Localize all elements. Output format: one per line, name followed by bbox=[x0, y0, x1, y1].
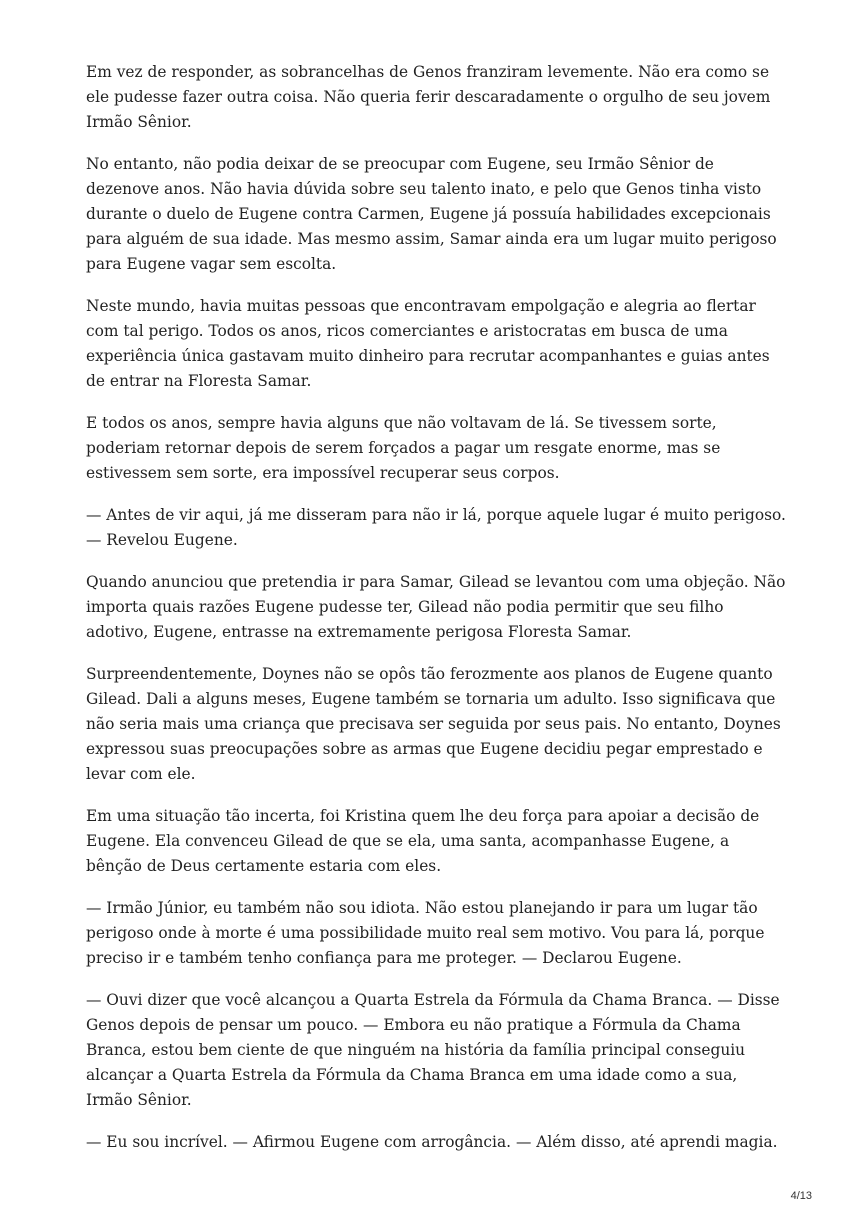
paragraph-5: — Antes de vir aqui, já me disseram para não ir lá, porque aquele lugar é muito perigoso. — Revelou Eugene. bbox=[86, 506, 786, 549]
paragraph-7: Surpreendentemente, Doynes não se opôs tão ferozmente aos planos de Eugene quanto Gilead. Dali a alguns meses, Eugene também se tornaria um adulto. Isso significava que não seria mais uma criança que precisava ser seguida por seus pais. No entanto, Doynes expressou suas preocupações sobre as armas que Eugene decidiu pegar emprestado e levar com ele. bbox=[86, 665, 781, 783]
document-body bbox=[86, 60, 786, 1172]
paragraph-11: — Eu sou incrível. — Afirmou Eugene com arrogância. — Além disso, até aprendi magia. bbox=[86, 1133, 778, 1151]
paragraph-2: No entanto, não podia deixar de se preocupar com Eugene, seu Irmão Sênior de dezenove anos. Não havia dúvida sobre seu talento inato, e pelo que Genos tinha visto durante o duelo de Eugene contra Carmen, Eugene já possuía habilidades excepcionais para alguém de sua idade. Mas mesmo assim, Samar ainda era um lugar muito perigoso para Eugene vagar sem escolta. bbox=[86, 155, 777, 273]
paragraph-3: Neste mundo, havia muitas pessoas que encontravam empolgação e alegria ao flertar com tal perigo. Todos os anos, ricos comerciantes e aristocratas em busca de uma experiência única gastavam muito dinheiro para recrutar acompanhantes e guias antes de entrar na Floresta Samar. bbox=[86, 297, 770, 390]
paragraph-9: — Irmão Júnior, eu também não sou idiota. Não estou planejando ir para um lugar tão perigoso onde à morte é uma possibilidade muito real sem motivo. Vou para lá, porque preciso ir e também tenho confiança para me proteger. — Declarou Eugene. bbox=[86, 899, 765, 967]
page-number: 4/13 bbox=[790, 1190, 812, 1202]
paragraph-6: Quando anunciou que pretendia ir para Samar, Gilead se levantou com uma objeção. Não importa quais razões Eugene pudesse ter, Gilead não podia permitir que seu filho adotivo, Eugene, entrasse na extremamente perigosa Floresta Samar. bbox=[86, 573, 786, 641]
paragraph-4: E todos os anos, sempre havia alguns que não voltavam de lá. Se tivessem sorte, poderiam retornar depois de serem forçados a pagar um resgate enorme, mas se estivessem sem sorte, era impossível recuperar seus corpos. bbox=[86, 414, 721, 482]
paragraph-1: Em vez de responder, as sobrancelhas de Genos franziram levemente. Não era como se ele pudesse fazer outra coisa. Não queria ferir descaradamente o orgulho de seu jovem Irmão Sênior. bbox=[86, 63, 771, 131]
paragraph-10: — Ouvi dizer que você alcançou a Quarta Estrela da Fórmula da Chama Branca. — Disse Genos depois de pensar um pouco. — Embora eu não pratique a Fórmula da Chama Branca, estou bem ciente de que ninguém na história da família principal conseguiu alcançar a Quarta Estrela da Fórmula da Chama Branca em uma idade como a sua, Irmão Sênior. bbox=[86, 991, 780, 1109]
paragraph-8: Em uma situação tão incerta, foi Kristina quem lhe deu força para apoiar a decisão de Eugene. Ela convenceu Gilead de que se ela, uma santa, acompanhasse Eugene, a bênção de Deus certamente estaria com eles. bbox=[86, 807, 760, 875]
